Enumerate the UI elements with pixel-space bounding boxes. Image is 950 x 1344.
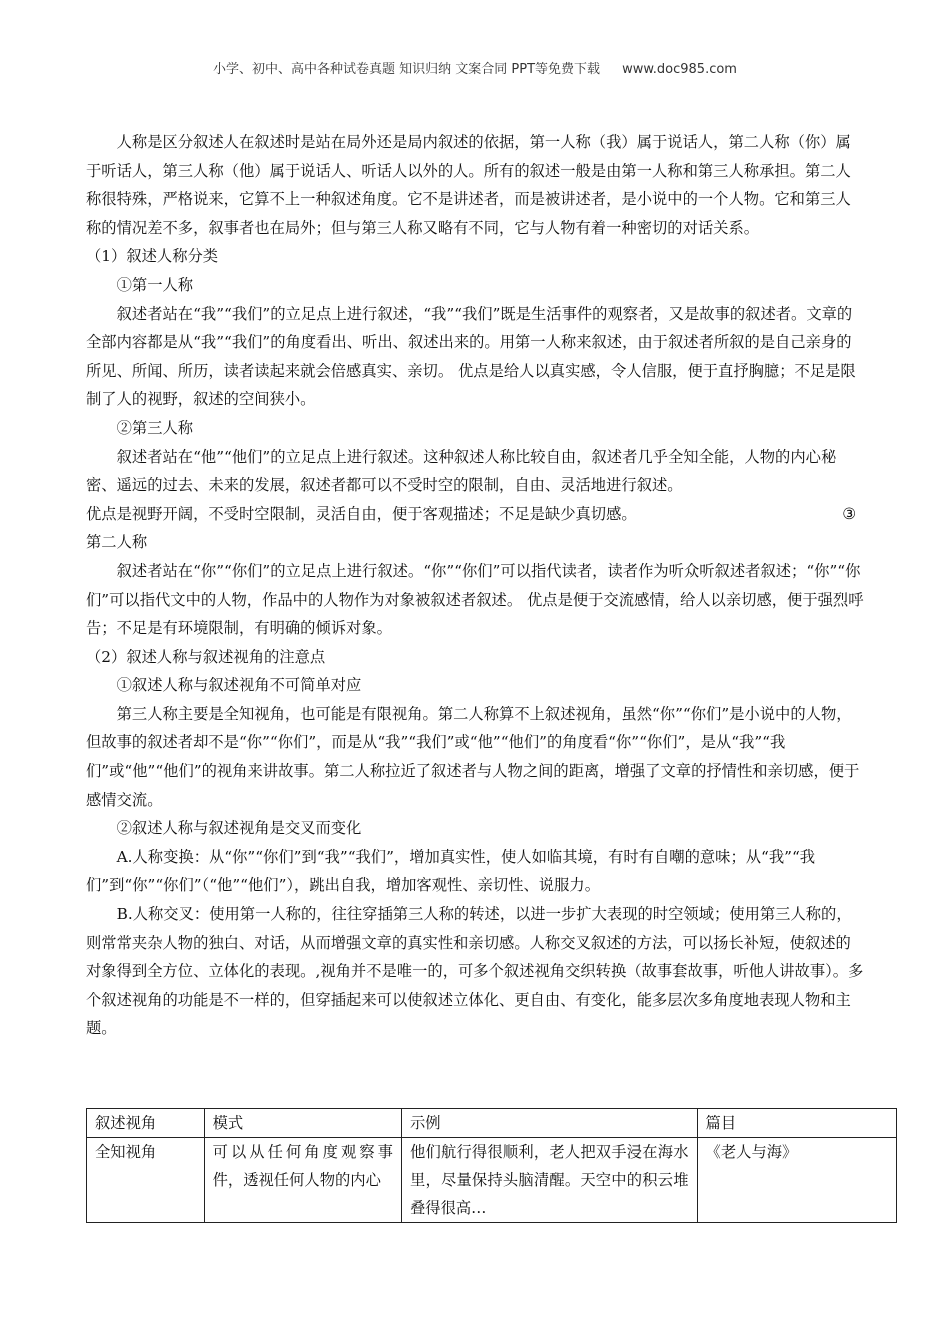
- cell-example: 他们航行得很顺利，老人把双手浸在海水里，尽量保持头脑清醒。天空中的积云堆叠得很高…: [401, 1138, 697, 1223]
- header-cell-title: 篇目: [697, 1109, 896, 1138]
- header-url[interactable]: www.doc985.com: [622, 62, 737, 77]
- third-person-paragraph-b: [86, 500, 864, 529]
- subsection-second-person-heading: 第二人称: [86, 533, 148, 552]
- circled-three-marker: ③: [842, 504, 856, 523]
- no-simple-mapping-paragraph: 第三人称主要是全知视角，也可能是有限视角。第二人称算不上叙述视角，虽然“你”“你们”是小说中的人物，但故事的叙述者却不是“你”“你们”，而是从“我”“我们”或“他”“他们”的角度看“你”“你们”，是从“我”“我们”或“他”“他们”的视角来讲故事。第二人称拉近了叙述者与人物之间的距离，增强了文章的抒情性和亲切感，便于感情交流。: [86, 704, 860, 809]
- subsection-cross-change-heading: ②叙述人称与叙述视角是交叉而变化: [116, 819, 362, 838]
- cell-view: 全知视角: [87, 1138, 205, 1223]
- table-header-row: [87, 1109, 897, 1138]
- page-header: [0, 58, 950, 77]
- person-change-paragraph: A.人称变换：从“你”“你们”到“我”“我们”，增加真实性，使人如临其境，有时有自嘲的意味；从“我”“我们”到“你”“你们”（“他”“他们”），跳出自我，增加客观性、亲切性、说服力。: [86, 847, 816, 895]
- third-person-paragraph-a: 叙述者站在“他”“他们”的立足点上进行叙述。这种叙述人称比较自由，叙述者几乎全知全能，人物的内心秘密、遥远的过去、未来的发展，叙述者都可以不受时空的限制，自由、灵活地进行叙述。: [86, 447, 837, 495]
- subsection-no-simple-mapping-heading: ①叙述人称与叙述视角不可简单对应: [116, 676, 362, 695]
- subsection-first-person-heading: ①第一人称: [116, 275, 194, 294]
- intro-paragraph: 人称是区分叙述人在叙述时是站在局外还是局内叙述的依据，第一人称（我）属于说话人，第二人称（你）属于听话人，第三人称（他）属于说话人、听话人以外的人。所有的叙述一般是由第一人称和第三人称承担。第二人称很特殊，严格说来，它算不上一种叙述角度。它不是讲述者，而是被讲述者，是小说中的一个人物。它和第三人称的情况差不多，叙事者也在局外；但与第三人称又略有不同，它与人物有着一种密切的对话关系。: [86, 133, 851, 237]
- header-cell-view: 叙述视角: [87, 1109, 205, 1138]
- section-1-heading: （1）叙述人称分类: [86, 247, 219, 266]
- perspective-table: [86, 1108, 897, 1223]
- cell-title: 《老人与海》: [697, 1138, 896, 1223]
- first-person-paragraph: 叙述者站在“我”“我们”的立足点上进行叙述，“我”“我们”既是生活事件的观察者，又是故事的叙述者。文章的全部内容都是从“我”“我们”的角度看出、听出、叙述出来的。用第一人称来叙述，由于叙述者所叙的是自己亲身的所见、所闻、所历，读者读起来就会倍感真实、亲切。 优点是给人以真实感，令人信服，便于直抒胸臆；不足是限制了人的视野，叙述的空间狭小。: [86, 304, 856, 409]
- subsection-third-person-heading: ②第三人称: [116, 418, 194, 437]
- third-person-pros-cons: 优点是视野开阔，不受时空限制，灵活自由，便于客观描述；不足是缺少真切感。: [86, 504, 637, 523]
- header-left-text: 小学、初中、高中各种试卷真题 知识归纳 文案合同 PPT等免费下载: [213, 62, 601, 77]
- second-person-paragraph: 叙述者站在“你”“你们”的立足点上进行叙述。“你”“你们”可以指代读者，读者作为听众听叙述者叙述；“你”“你们”可以指代文中的人物，作品中的人物作为对象被叙述者叙述。 优点是便于交流感情，给人以亲切感，便于强烈呼告；不足是有环境限制，有明确的倾诉对象。: [86, 561, 864, 638]
- table-row: [87, 1138, 897, 1223]
- cell-mode: 可以从任何角度观察事件，透视任何人物的内心: [204, 1138, 401, 1223]
- section-2-heading: （2）叙述人称与叙述视角的注意点: [86, 647, 326, 666]
- header-cell-example: 示例: [401, 1109, 697, 1138]
- person-cross-paragraph: B.人称交叉：使用第一人称的，往往穿插第三人称的转述，以进一步扩大表现的时空领域；使用第三人称的，则常常夹杂人物的独白、对话，从而增强文章的真实性和亲切感。人称交叉叙述的方法，可以扬长补短，使叙述的对象得到全方位、立体化的表现。,视角并不是唯一的，可多个叙述视角交织转换（故事套故事，听他人讲故事）。多个叙述视角的功能是不一样的，但穿插起来可以使叙述立体化、更自由、有变化，能多层次多角度地表现人物和主题。: [86, 905, 864, 1038]
- document-body: [86, 128, 864, 1043]
- header-cell-mode: 模式: [204, 1109, 401, 1138]
